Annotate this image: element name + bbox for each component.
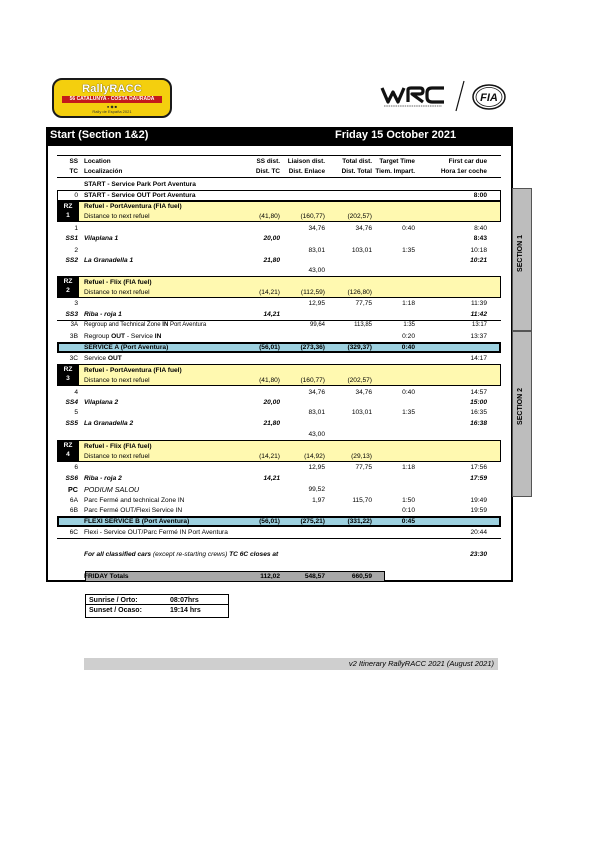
row-ss-dist: 14,21 bbox=[263, 311, 280, 318]
row-liaison: 83,01 bbox=[308, 409, 325, 416]
header-target: Target Time bbox=[379, 158, 415, 165]
rz-label: RZ bbox=[63, 366, 73, 373]
row-location bbox=[84, 321, 206, 330]
row-location: Riba - roja 1 bbox=[84, 311, 122, 318]
row-ss-dist: (56,01) bbox=[259, 518, 280, 525]
row-ss-dist: 21,80 bbox=[263, 420, 280, 427]
row-first-car: 16:38 bbox=[470, 420, 487, 427]
row-first-car: 13:17 bbox=[471, 322, 487, 328]
row-target: 0:40 bbox=[401, 344, 415, 351]
row-target: 1:35 bbox=[402, 409, 415, 416]
row-target: 0:40 bbox=[402, 225, 415, 232]
header-enlace: Dist. Enlace bbox=[288, 168, 325, 175]
row-tc: 0 bbox=[74, 192, 78, 199]
row-tc: 4 bbox=[74, 389, 78, 396]
row-location: Refuel - Flix (FIA fuel) bbox=[84, 279, 152, 286]
row-liaison: 43,00 bbox=[308, 431, 325, 438]
table-row bbox=[57, 419, 501, 428]
row-liaison: 34,76 bbox=[308, 389, 325, 396]
table-row bbox=[57, 452, 501, 461]
row-target: 1:50 bbox=[402, 497, 415, 504]
row-total: 103,01 bbox=[351, 247, 372, 254]
row-total: (202,57) bbox=[347, 213, 372, 220]
row-liaison: (14,92) bbox=[304, 453, 325, 460]
table-row bbox=[57, 246, 501, 255]
section-1-tab bbox=[512, 188, 532, 331]
table-row bbox=[57, 408, 501, 417]
location-bold: OUT bbox=[111, 333, 126, 340]
table-row bbox=[57, 474, 501, 483]
table-row bbox=[57, 234, 501, 243]
row-location: Distance to next refuel bbox=[84, 213, 150, 220]
table-row bbox=[57, 343, 501, 352]
classified-pre: For all classified cars bbox=[84, 551, 152, 558]
row-ss: SS1 bbox=[65, 235, 78, 242]
row-location: Distance to next refuel bbox=[84, 377, 150, 384]
row-location: Parc Fermé OUT/Flexi Service IN bbox=[84, 507, 183, 514]
table-row bbox=[57, 224, 501, 233]
row-total: (329,37) bbox=[347, 344, 372, 351]
row-liaison: 43,00 bbox=[308, 267, 325, 274]
row-location: La Granadella 2 bbox=[84, 420, 134, 427]
sun-divider bbox=[85, 604, 229, 605]
row-first-car: 11:42 bbox=[470, 311, 487, 318]
row-ss-dist: (41,80) bbox=[259, 377, 280, 384]
row-first-car: 19:59 bbox=[470, 507, 487, 514]
row-target: 0:45 bbox=[401, 518, 415, 525]
row-first-car: 14:17 bbox=[470, 355, 487, 362]
location-text: Service bbox=[84, 355, 108, 362]
row-location: Distance to next refuel bbox=[84, 453, 150, 460]
racc-logo-sponsors: ● ◆ ■ bbox=[106, 104, 118, 109]
table-row bbox=[57, 398, 501, 407]
row-first-car: 11:39 bbox=[470, 300, 487, 307]
totals-ss-dist: 112,02 bbox=[260, 573, 280, 580]
totals-total: 660,59 bbox=[351, 573, 372, 580]
row-target: 1:18 bbox=[402, 300, 415, 307]
row-location: La Granadella 1 bbox=[84, 257, 134, 264]
table-row bbox=[57, 332, 501, 341]
table-row bbox=[57, 388, 501, 397]
rz-number: 2 bbox=[66, 287, 70, 294]
row-location: Flexi - Service OUT/Parc Fermé IN Port Aventura bbox=[84, 529, 228, 536]
row-first-car: 17:56 bbox=[470, 464, 487, 471]
row-liaison: (273,36) bbox=[300, 344, 325, 351]
row-pc: PC bbox=[68, 485, 78, 494]
header-first-car: First car due bbox=[448, 158, 487, 165]
footer-text: v2 Itinerary RallyRACC 2021 (August 2021) bbox=[348, 659, 494, 668]
table-row bbox=[57, 202, 501, 211]
row-total: 77,75 bbox=[355, 300, 372, 307]
row-ss: SS3 bbox=[65, 311, 78, 318]
location-bold: OUT bbox=[107, 355, 122, 362]
row-location: Refuel - PortAventura (FIA fuel) bbox=[84, 203, 182, 210]
header-ss-dist: SS dist. bbox=[256, 158, 280, 165]
row-liaison: 99,52 bbox=[308, 486, 325, 493]
table-row bbox=[57, 256, 501, 265]
section-2-tab bbox=[512, 331, 532, 497]
row-total: 103,01 bbox=[351, 409, 372, 416]
row-first-car: 20:44 bbox=[470, 529, 487, 536]
sunrise-label: Sunrise / Orto: bbox=[89, 597, 138, 604]
table-row bbox=[57, 299, 501, 308]
row-location: Vilaplana 2 bbox=[84, 399, 119, 406]
rz-number: 3 bbox=[66, 375, 70, 382]
row-location: PODIUM SALOU bbox=[84, 485, 140, 494]
table-row bbox=[57, 354, 501, 363]
row-total: (29,13) bbox=[351, 453, 372, 460]
header-location: Location bbox=[84, 158, 111, 165]
racc-logo-subtitle2: Rally de España 2021 bbox=[92, 109, 132, 114]
totals-liaison: 548,57 bbox=[304, 573, 325, 580]
row-first-car: 17:59 bbox=[470, 475, 487, 482]
table-row bbox=[57, 506, 501, 515]
row-ss-dist: 21,80 bbox=[263, 257, 280, 264]
row-liaison: 34,76 bbox=[308, 225, 325, 232]
row-location bbox=[84, 332, 161, 341]
row-liaison: 12,95 bbox=[308, 300, 325, 307]
row-tc: 6A bbox=[69, 497, 78, 504]
row-liaison: (112,59) bbox=[300, 289, 325, 296]
row-first-car: 16:35 bbox=[470, 409, 487, 416]
row-tc: 1 bbox=[74, 225, 78, 232]
table-row bbox=[57, 485, 501, 494]
row-ss: SS2 bbox=[65, 257, 78, 264]
row-liaison: (275,21) bbox=[300, 518, 325, 525]
header-liaison: Liaison dist. bbox=[287, 158, 325, 165]
row-liaison: (160,77) bbox=[300, 377, 325, 384]
header-ss: SS bbox=[69, 158, 78, 165]
table-row bbox=[57, 366, 501, 375]
row-target: 1:35 bbox=[402, 247, 415, 254]
row-tc: 3C bbox=[69, 355, 78, 362]
totals-row bbox=[57, 572, 501, 581]
classified-text bbox=[84, 550, 278, 559]
rz-label: RZ bbox=[63, 442, 73, 449]
header-rule bbox=[57, 177, 501, 178]
row-location: Parc Fermé and technical Zone IN bbox=[84, 497, 185, 504]
row-total: 34,76 bbox=[355, 225, 372, 232]
rz-number: 1 bbox=[66, 212, 70, 219]
row-total: (126,80) bbox=[347, 289, 372, 296]
row-tc: 3A bbox=[70, 322, 78, 328]
table-top-rule bbox=[57, 155, 501, 156]
totals-label: FRIDAY Totals bbox=[84, 573, 129, 580]
row-first-car: 10:18 bbox=[470, 247, 487, 254]
row-total: 34,76 bbox=[355, 389, 372, 396]
row-ss: SS6 bbox=[65, 475, 78, 482]
table-row bbox=[57, 442, 501, 451]
table-row bbox=[57, 496, 501, 505]
row-tc: 6B bbox=[69, 507, 78, 514]
header-total: Total dist. bbox=[342, 158, 372, 165]
table-row bbox=[57, 528, 501, 537]
row-location: START - Service Park Port Aventura bbox=[84, 181, 196, 188]
row-first-car: 8:40 bbox=[474, 225, 487, 232]
row-location: FLEXI SERVICE B (Port Aventura) bbox=[84, 518, 190, 525]
row-first-car: 14:57 bbox=[470, 389, 487, 396]
row-location: Refuel - PortAventura (FIA fuel) bbox=[84, 367, 182, 374]
section-title: Start (Section 1&2) bbox=[50, 129, 149, 141]
header-dist-tc: Dist. TC bbox=[255, 168, 280, 175]
row-ss-dist: (14,21) bbox=[259, 453, 280, 460]
sunrise-time: 08:07hrs bbox=[170, 597, 199, 604]
sunset-time: 19:14 hrs bbox=[170, 607, 201, 614]
table-row bbox=[57, 212, 501, 221]
header-localizacion: Localización bbox=[84, 168, 123, 175]
row-first-car: 13:37 bbox=[470, 333, 487, 340]
table-row bbox=[57, 191, 501, 200]
row-target: 1:35 bbox=[403, 322, 415, 328]
racc-logo-subtitle: 56 CATALUNYA - COSTA DAURADA bbox=[62, 96, 162, 103]
row-liaison: (160,77) bbox=[300, 213, 325, 220]
table-row bbox=[57, 517, 501, 526]
sunset-label: Sunset / Ocaso: bbox=[89, 607, 142, 614]
rallyracc-logo bbox=[52, 78, 172, 118]
location-text: Regroup bbox=[84, 333, 112, 340]
row-tc: 2 bbox=[74, 247, 78, 254]
table-row bbox=[57, 288, 501, 297]
row-total: 113,85 bbox=[354, 322, 372, 328]
row-liaison: 12,95 bbox=[308, 464, 325, 471]
svg-text:FIA: FIA bbox=[480, 92, 498, 104]
header-total-es: Dist. Total bbox=[341, 168, 372, 175]
table-header-row-1 bbox=[57, 157, 501, 166]
row-total: (331,22) bbox=[347, 518, 372, 525]
header-tc: TC bbox=[69, 168, 78, 175]
classified-post: TC 6C closes at bbox=[229, 551, 279, 558]
row-ss-dist: 14,21 bbox=[263, 475, 280, 482]
table-row bbox=[57, 376, 501, 385]
row-location bbox=[84, 354, 122, 363]
row-location: START - Service OUT Port Aventura bbox=[84, 192, 196, 199]
row-ss-dist: (41,80) bbox=[259, 213, 280, 220]
section-2-label: SECTION 2 bbox=[517, 388, 524, 425]
location-bold: IN bbox=[154, 333, 162, 340]
racc-logo-text: RallyRACC bbox=[82, 83, 142, 95]
row-first-car: 10:21 bbox=[470, 257, 487, 264]
table-row bbox=[57, 463, 501, 472]
date-title: Friday 15 October 2021 bbox=[335, 129, 457, 141]
row-liaison: 1,97 bbox=[312, 497, 325, 504]
row-tc: 5 bbox=[74, 409, 78, 416]
table-row bbox=[57, 278, 501, 287]
row-total: 115,70 bbox=[352, 497, 372, 504]
classified-mid: (except re-starting crews) bbox=[151, 551, 230, 558]
rz-label: RZ bbox=[63, 278, 73, 285]
row-target: 0:40 bbox=[402, 389, 415, 396]
row-first-car: 15:00 bbox=[470, 399, 487, 406]
row-location: Distance to next refuel bbox=[84, 289, 150, 296]
row-location: Riba - roja 2 bbox=[84, 475, 122, 482]
row-tc: 6 bbox=[74, 464, 78, 471]
row-first-car: 8:43 bbox=[473, 235, 487, 242]
wrc-logo bbox=[380, 84, 446, 108]
rz-number: 4 bbox=[66, 451, 70, 458]
row-liaison: 99,64 bbox=[309, 322, 325, 328]
location-text: - Service bbox=[125, 333, 155, 340]
sun-times-box bbox=[85, 594, 229, 618]
row-total: (202,57) bbox=[347, 377, 372, 384]
location-bold: IN bbox=[162, 322, 169, 328]
table-row bbox=[57, 266, 501, 275]
row-ss: SS5 bbox=[65, 420, 78, 427]
row-ss-dist: (56,01) bbox=[259, 344, 280, 351]
table-row bbox=[57, 430, 501, 439]
section-1-label: SECTION 1 bbox=[517, 235, 524, 272]
row-first-car: 19:49 bbox=[470, 497, 487, 504]
classified-row bbox=[57, 550, 501, 559]
row-location: Vilaplana 1 bbox=[84, 235, 119, 242]
row-liaison: 83,01 bbox=[308, 247, 325, 254]
fia-logo bbox=[472, 84, 506, 110]
row-first-car: 8:00 bbox=[473, 192, 487, 199]
row-ss-dist: 20,00 bbox=[263, 399, 280, 406]
table-header-row-2 bbox=[57, 167, 501, 176]
row-target: 1:18 bbox=[402, 464, 415, 471]
row-ss-dist: (14,21) bbox=[259, 289, 280, 296]
row-location: SERVICE A (Port Aventura) bbox=[84, 344, 169, 351]
row-tc: 6C bbox=[69, 529, 78, 536]
row-tc: 3B bbox=[69, 333, 78, 340]
row-target: 0:10 bbox=[402, 507, 415, 514]
table-bottom-rule bbox=[57, 538, 501, 539]
table-row bbox=[57, 180, 501, 189]
logo-divider-icon bbox=[455, 80, 465, 112]
location-text: Port Aventura bbox=[168, 322, 207, 328]
row-location: Refuel - Flix (FIA fuel) bbox=[84, 443, 152, 450]
table-row bbox=[57, 321, 501, 330]
location-text: Regroup and Technical Zone bbox=[84, 322, 163, 328]
row-tc: 3 bbox=[74, 300, 78, 307]
table-row bbox=[57, 310, 501, 319]
rz-label: RZ bbox=[63, 203, 73, 210]
row-ss-dist: 20,00 bbox=[263, 235, 280, 242]
header-first-es: Hora 1er coche bbox=[440, 168, 487, 175]
row-target: 0:20 bbox=[402, 333, 415, 340]
row-total: 77,75 bbox=[355, 464, 372, 471]
classified-time: 23:30 bbox=[470, 551, 487, 558]
row-ss: SS4 bbox=[65, 399, 78, 406]
header-target-es: Tiem. Impart. bbox=[375, 168, 415, 175]
